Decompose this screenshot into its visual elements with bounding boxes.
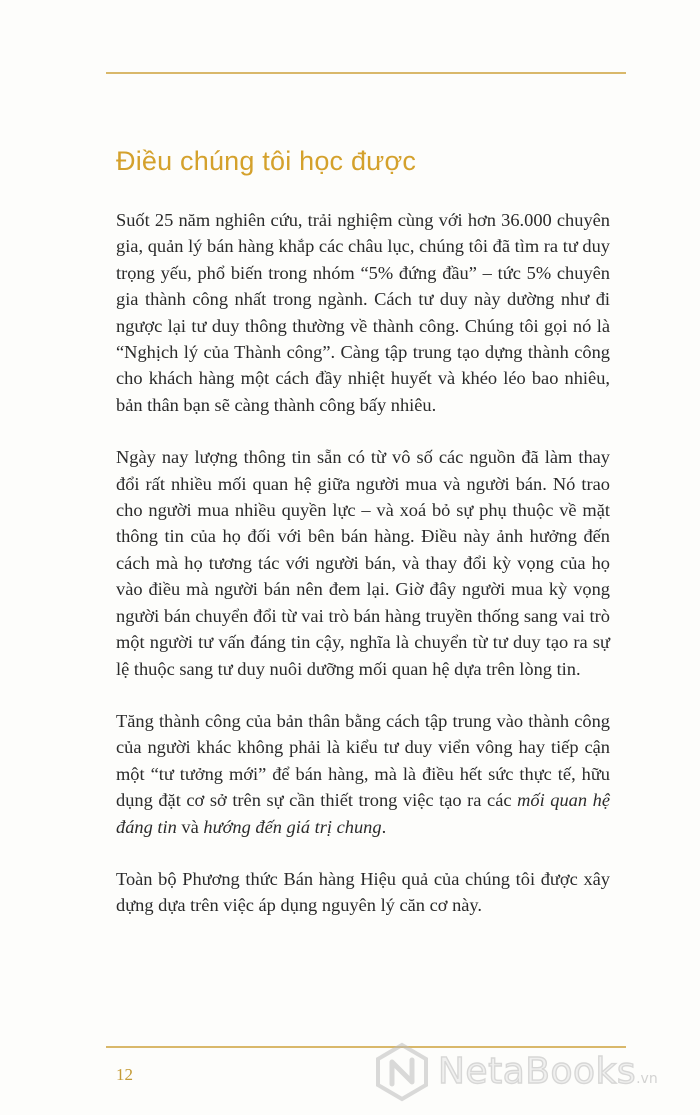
paragraph-4: Toàn bộ Phương thức Bán hàng Hiệu quả của chúng tôi được xây dựng dựa trên việc áp dụng nguyên lý căn cơ này. (116, 868, 610, 916)
netabooks-logo-icon (372, 1042, 432, 1102)
netabooks-watermark (372, 1042, 692, 1104)
watermark-suffix: .vn (636, 1071, 658, 1087)
page-number: 12 (116, 1065, 133, 1084)
paragraph-3-connector: và (181, 816, 199, 837)
italic-phrase-shared-value: hướng đến giá trị chung (203, 816, 382, 837)
paragraph-3-text: Tăng thành công của bản thân bằng cách tập trung vào thành công của người khác không phải là kiểu tư duy viển vông hay tiếp cận một “tư tưởng mới” để bán hàng, mà là điều hết sức thực tế, hữu dụng đặt cơ sở trên sự cần thiết trong việc tạo ra các (116, 710, 610, 811)
watermark-brand: NetaBooks (438, 1051, 637, 1092)
paragraph-2: Ngày nay lượng thông tin sẵn có từ vô số các nguồn đã làm thay đổi rất nhiều mối quan hệ giữa người mua và người bán. Nó trao cho người mua nhiều quyền lực – và xoá bỏ sự phụ thuộc về mặt thông tin của họ đối với bên bán hàng. Điều này ảnh hưởng đến cách mà họ tương tác với người bán, và thay đổi kỳ vọng của họ vào điều mà người bán nên đem lại. Giờ đây người mua kỳ vọng người bán chuyển đổi từ vai trò bán hàng truyền thống sang vai trò một người tư vấn đáng tin cậy, nghĩa là chuyển từ tư duy tạo ra sự lệ thuộc sang tư duy nuôi dưỡng mối quan hệ dựa trên lòng tin. (116, 447, 610, 679)
paragraph-3 (116, 708, 610, 840)
body-text (116, 207, 610, 919)
watermark-text (438, 1050, 658, 1101)
section-heading: Điều chúng tôi học được (116, 146, 417, 176)
italic-phrase-trusted-relationships: mối quan hệ đáng tin (116, 790, 610, 837)
paragraph-3-end: . (381, 816, 387, 837)
paragraph-1: Suốt 25 năm nghiên cứu, trải nghiệm cùng với hơn 36.000 chuyên gia, quản lý bán hàng khắp các châu lục, chúng tôi đã tìm ra tư duy trọng yếu, phổ biến trong nhóm “5% đứng đầu” – tức 5% chuyên gia thành công nhất trong ngành. Cách tư duy này dường như đi ngược lại tư duy thông thường về thành công. Chúng tôi gọi nó là “Nghịch lý của Thành công”. Càng tập trung tạo dựng thành công cho khách hàng một cách đầy nhiệt huyết và khéo léo bao nhiêu, bản thân bạn sẽ càng thành công bấy nhiêu. (116, 210, 610, 415)
top-rule (106, 72, 626, 74)
